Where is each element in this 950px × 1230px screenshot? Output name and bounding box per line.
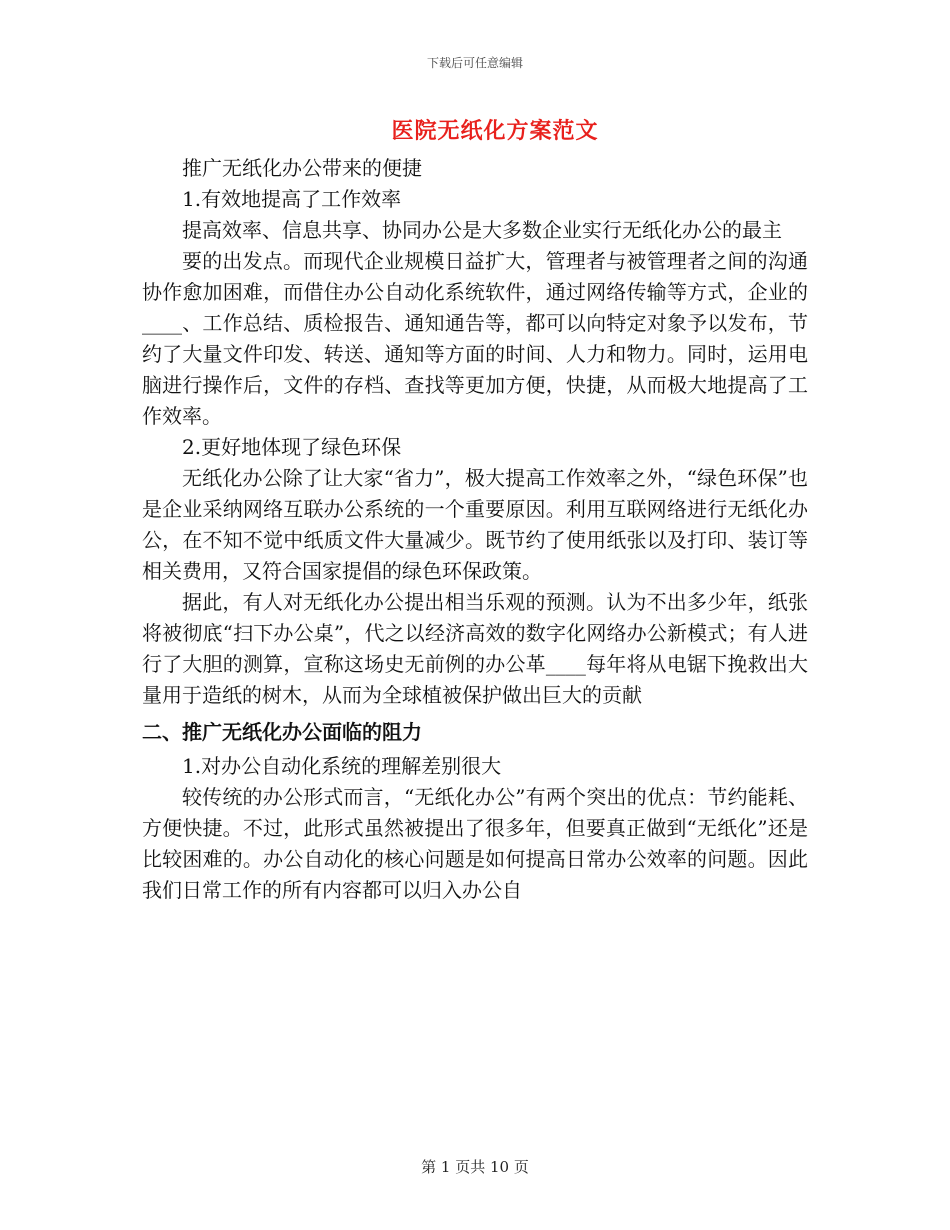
document-body [142,153,808,906]
paragraph-subheading-green: 2.更好地体现了绿色环保 [182,435,402,459]
paragraph-green-body: 无纸化办公除了让大家“省力”，极大提高工作效率之外，“绿色环保”也是企业采纳网络互联办公系统的一个重要原因。利用互联网络进行无纸化办公，在不知不觉中纸质文件大量减少。既节约了使用纸张以及打印、装订等相关费用，又符合国家提倡的绿色环保政策。 [142,466,808,583]
paragraph-efficiency-body: 要的出发点。而现代企业规模日益扩大，管理者与被管理者之间的沟通协作愈加困难，而借住办公自动化系统软件，通过网络传输等方式，企业的____、工作总结、质检报告、通知通告等，都可以向特定对象予以发布，节约了大量文件印发、转送、通知等方面的时间、人力和物力。同时，运用电脑进行操作后，文件的存档、查找等更加方便，快捷，从而极大地提高了工作效率。 [142,249,808,428]
document-title: 医院无纸化方案范文 [391,118,599,144]
paragraph-prediction: 据此，有人对无纸化办公提出相当乐观的预测。认为不出多少年，纸张将被彻底“扫下办公桌”，代之以经济高效的数字化网络办公新模式；有人进行了大胆的测算，宣称这场史无前例的办公革____每年将从电锯下挽救出大量用于造纸的树木，从而为全球植被保护做出巨大的贡献 [142,590,808,707]
paragraph-understanding-body: 较传统的办公形式而言，“无纸化办公”有两个突出的优点：节约能耗、方便快捷。不过，此形式虽然被提出了很多年，但要真正做到“无纸化”还是比较困难的。办公自动化的核心问题是如何提高日常办公效率的问题。因此我们日常工作的所有内容都可以归入办公自 [142,785,808,902]
paragraph-subheading-efficiency: 1.有效地提高了工作效率 [182,187,402,211]
paragraph-efficiency-lead: 提高效率、信息共享、协同办公是大多数企业实行无纸化办公的最主 [182,218,782,242]
paragraph-intro-heading: 推广无纸化办公带来的便捷 [182,156,422,180]
page-number-footer: 第 1 页共 10 页 [421,1158,529,1176]
paragraph-subheading-understanding: 1.对办公自动化系统的理解差别很大 [182,754,502,778]
page-header-note: 下载后可任意编辑 [426,56,523,70]
section-heading-obstacles: 二、推广无纸化办公面临的阻力 [142,720,422,744]
